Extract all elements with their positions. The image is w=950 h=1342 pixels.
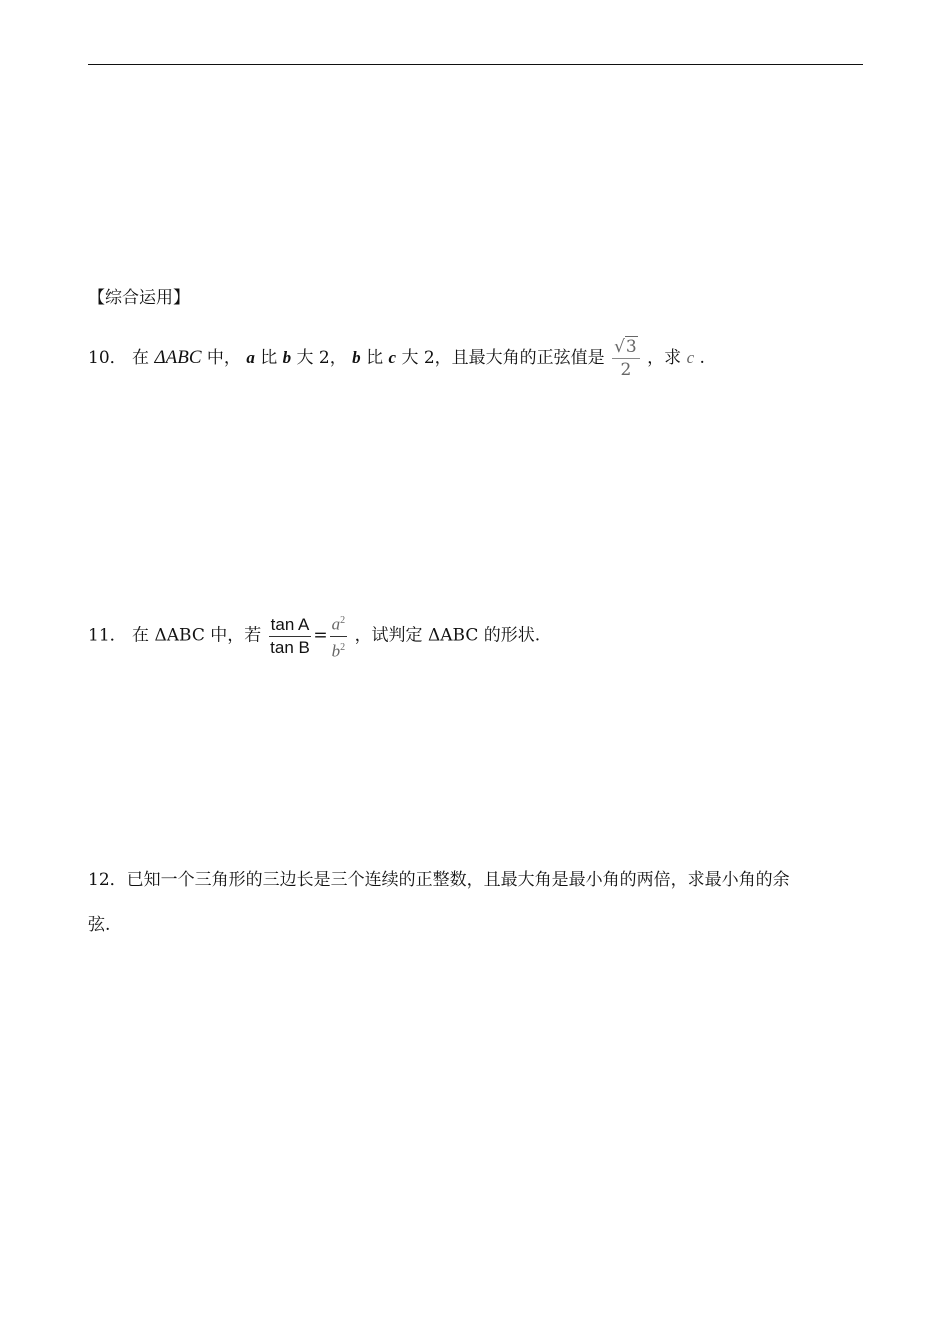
question-12-line-2: 弦. [88, 915, 111, 935]
question-12-line-1: 12．已知一个三角形的三边长是三个连续的正整数，且最大角是最小角的两倍，求最小角的余 [88, 870, 790, 890]
q10-fraction: $\frac{√3}{2}$ [612, 336, 640, 381]
q10-triangle: ΔABC [154, 347, 202, 368]
q11-triangle: ΔABC [154, 625, 205, 646]
q11-ab-fraction: $\frac{a^2}{b^2}$ [330, 610, 348, 662]
q11-triangle-2: ΔABC [427, 625, 479, 646]
question-11: 11． 在 ΔABC 中，若 $\frac{\text{tan A}}{\text{tan B}}$ = $\frac{a^2}{b^2}$ ，试判定 ΔABC 的形状. [88, 610, 540, 662]
q10-number: 10． [88, 348, 127, 368]
q11-number: 11． [88, 625, 127, 646]
q11-tan-fraction: $\frac{\text{tan A}}{\text{tan B}}$ [270, 614, 310, 657]
question-10: 10． 在 ΔABC 中， a 比 b 大 2， b 比 c 大 2，且最大角的正弦值是 $\frac{√3}{2}$ ，求 c . [88, 337, 705, 380]
section-title: 【综合运用】 [88, 288, 190, 308]
header-rule [88, 64, 863, 65]
